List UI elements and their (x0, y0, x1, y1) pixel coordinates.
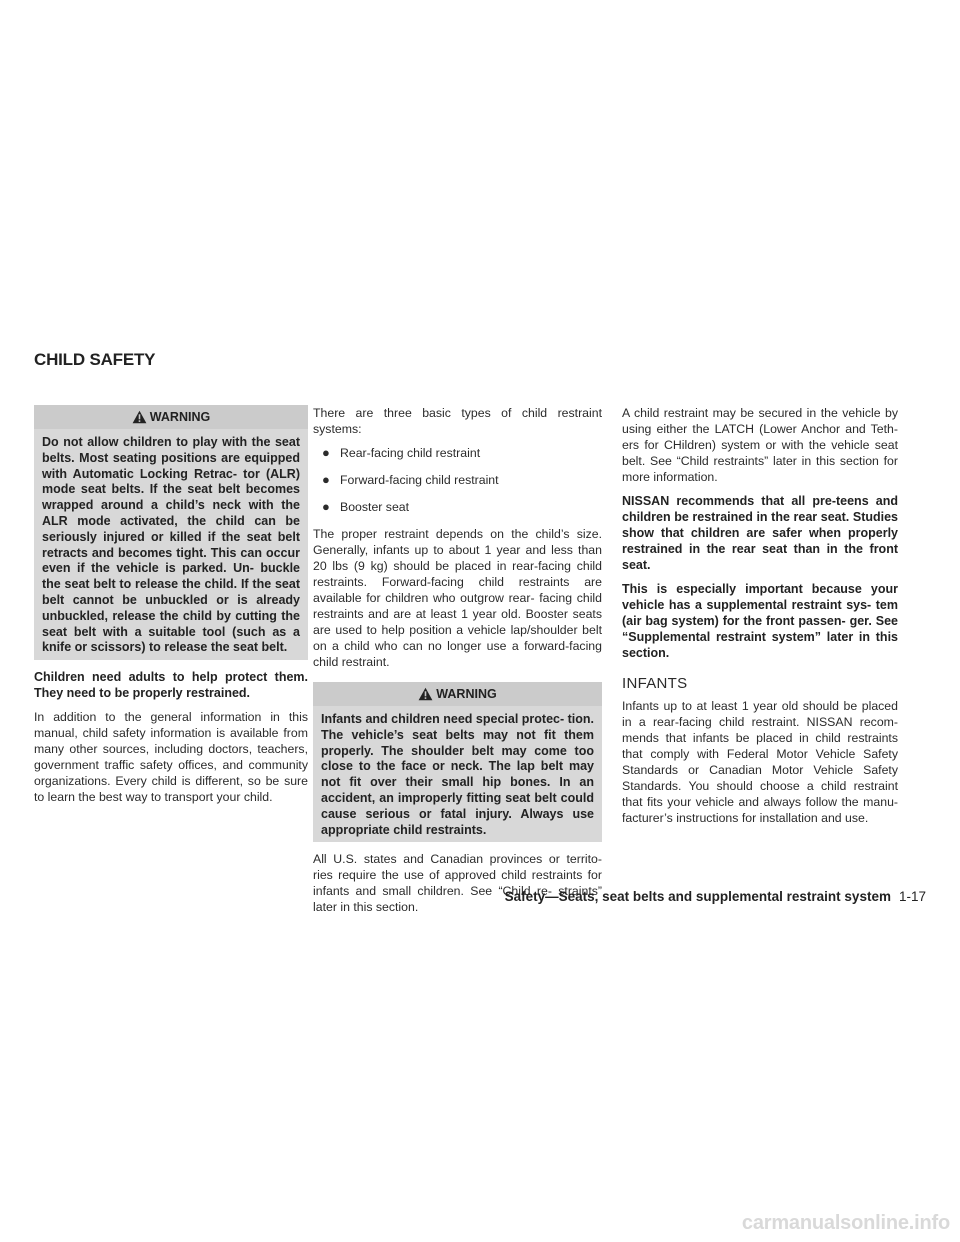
bold-paragraph: NISSAN recommends that all pre-teens and children be restrained in the rear seat. Studies show that children are safer when properly restrained in the rear seat than in the front seat. (622, 494, 898, 572)
warning-text: Do not allow children to play with the seat belts. Most seating positions are equipped with Automatic Locking Retrac- tor (ALR) mode seat belts. If the seat belt becomes wrapped around a child’s neck with the ALR mode activated, the child can be seriously injured or killed if the seat belt retracts and becomes tight. This can occur even if the vehicle is parked. Un- buckle the seat belt to release the child. If the seat belt cannot be unbuckled or is already unbuckled, release the child by cutting the seat belt with a suitable tool (such as a knife or scissors) to release the seat belt. (42, 435, 300, 655)
warning-box-seat-belt (34, 405, 308, 660)
subheading-infants: INFANTS (622, 675, 688, 692)
list-item-label: Rear-facing child restraint (340, 446, 481, 460)
bold-paragraph: This is especially important because your vehicle has a supplemental restraint sys- tem (air bag system) for the front passen- ger. See “Supplemental restraint system” later in this section. (622, 582, 898, 660)
page-number: 1-17 (898, 889, 926, 904)
page-footer (505, 889, 926, 904)
warning-header (313, 682, 602, 706)
warning-triangle-icon (132, 410, 147, 424)
list-item-label: Booster seat (340, 500, 410, 514)
column-2 (313, 405, 602, 923)
warning-header (34, 405, 308, 429)
paragraph: A child restraint may be secured in the vehicle by using either the LATCH (Lower Anchor and Teth- ers for CHildren) system or with the vehicle seat belt. See “Child restraints” later in this section for more information. (622, 406, 898, 484)
list-item (322, 472, 602, 488)
warning-heading: WARNING (436, 687, 497, 701)
paragraph-intro: There are three basic types of child restraint systems: (313, 406, 602, 436)
column-1 (34, 405, 308, 813)
paragraph: In addition to the general information in this manual, child safety information is available from many other sources, including doctors, teachers, government traffic safety offices, and community organizations. Every child is different, so be sure to learn the best way to transport your child. (34, 710, 308, 805)
list-item (322, 499, 602, 515)
bullet-icon: ● (322, 445, 330, 460)
bullet-icon: ● (322, 472, 330, 487)
warning-box-infants (313, 682, 602, 842)
bullet-icon: ● (322, 499, 330, 514)
paragraph: All U.S. states and Canadian provinces or territo- ries require the use of approved child restraints for infants and small children. See “Child re- straints” later in this section. (313, 852, 602, 915)
warning-text: Infants and children need special protec- tion. The vehicle’s seat belts may not fit them properly. The shoulder belt may come too close to the face or neck. The lap belt may not fit over their small hip bones. In an accident, an improperly fitting seat belt could cause serious or fatal injury. Always use appropriate child restraints. (321, 712, 594, 837)
paragraph: The proper restraint depends on the child’s size. Generally, infants up to about 1 year and less than 20 lbs (9 kg) should be placed in rear-facing child restraints. Forward-facing child restraints are available for children who outgrow rear- facing child restraints and are at least 1 year old. Booster seats are used to help position a vehicle lap/shoulder belt on a child who can no longer use a forward-facing child restraint. (313, 527, 602, 669)
warning-triangle-icon (418, 687, 433, 701)
list-item-label: Forward-facing child restraint (340, 473, 499, 487)
paragraph: Infants up to at least 1 year old should be placed in a rear-facing child restraint. NISSAN recom- mends that infants be placed in child restraints that comply with Federal Motor Vehicle Safety Standards or Canadian Motor Vehicle Safety Standards. You should choose a child restraint that fits your vehicle and always follow the manu- facturer’s instructions for installation and use. (622, 699, 898, 825)
watermark: carmanualsonline.info (741, 1212, 950, 1234)
chapter-title: Safety—Seats, seat belts and supplemental restraint system (504, 889, 891, 904)
list-item (322, 445, 602, 461)
bold-paragraph: Children need adults to help protect them. They need to be properly restrained. (34, 670, 308, 701)
restraint-types-list (313, 445, 602, 515)
column-3 (622, 405, 898, 834)
section-title: CHILD SAFETY (34, 350, 156, 369)
warning-heading: WARNING (149, 410, 211, 424)
